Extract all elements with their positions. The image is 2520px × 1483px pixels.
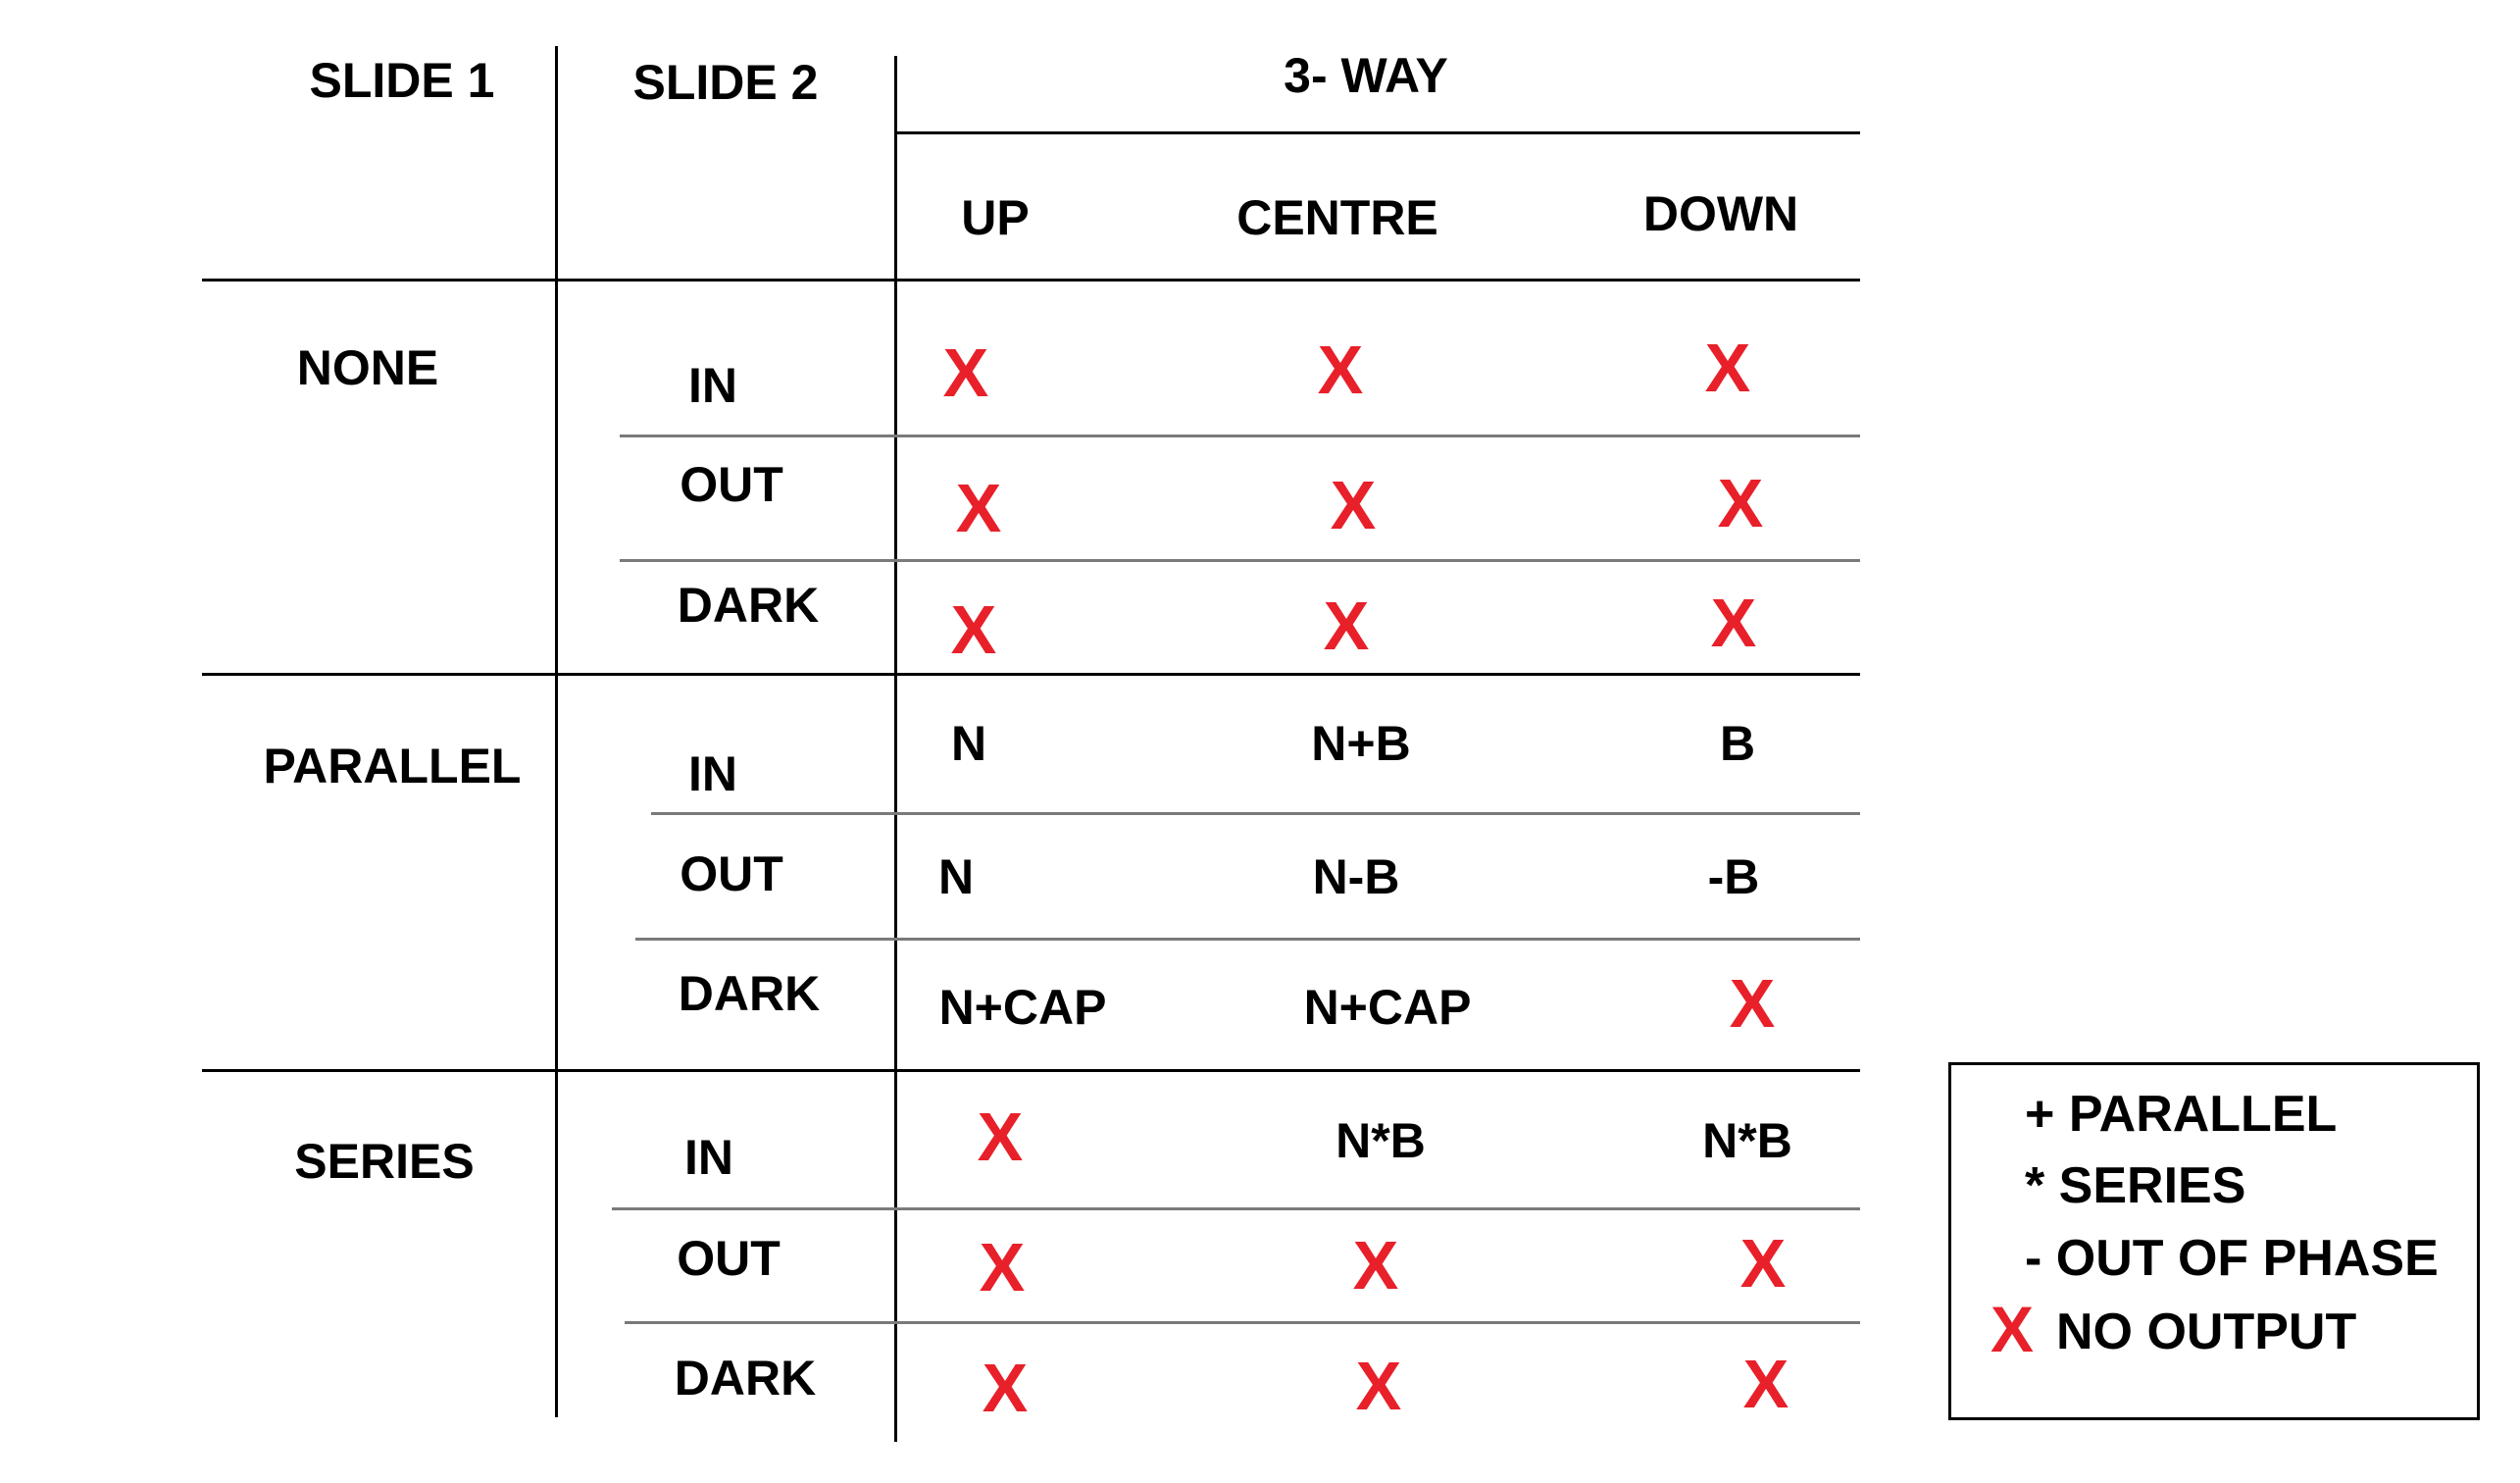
cell-value: N+CAP [938, 980, 1107, 1035]
cell-no-output: X [1739, 1225, 1787, 1302]
group-label-series: SERIES [294, 1134, 475, 1189]
group-divider [202, 1069, 1860, 1072]
row-label-dark: DARK [678, 966, 821, 1021]
header-slide1: SLIDE 1 [309, 53, 495, 108]
cell-value: N*B [1702, 1113, 1792, 1168]
row-divider [612, 1207, 1860, 1210]
header-up: UP [961, 190, 1030, 245]
cell-no-output: X [982, 1350, 1029, 1426]
legend-no-output-icon: X [1991, 1293, 2035, 1365]
row-divider [635, 938, 1860, 941]
legend-no-output: NO OUTPUT [2056, 1304, 2357, 1360]
group-label-none: NONE [296, 340, 439, 395]
cell-value: N*B [1336, 1113, 1426, 1168]
group-label-parallel: PARALLEL [263, 739, 522, 793]
cell-no-output: X [1729, 965, 1776, 1042]
cell-no-output: X [955, 470, 1002, 546]
cell-no-output: X [1352, 1227, 1399, 1304]
cell-no-output: X [942, 334, 989, 411]
row-divider [625, 1321, 1860, 1324]
header-slide2: SLIDE 2 [632, 55, 819, 110]
cell-no-output: X [1742, 1346, 1789, 1422]
row-label-out: OUT [680, 457, 783, 512]
row-label-dark: DARK [674, 1351, 817, 1406]
legend-parallel: + PARALLEL [2025, 1086, 2338, 1143]
row-label-out: OUT [680, 846, 783, 901]
header-3way: 3- WAY [1284, 48, 1448, 103]
cell-no-output: X [979, 1229, 1026, 1305]
group-divider [202, 673, 1860, 676]
row-label-in: IN [684, 1130, 733, 1185]
row-divider [620, 559, 1860, 562]
divider-slide2-3way [894, 56, 897, 1442]
cell-no-output: X [1317, 332, 1364, 408]
cell-value: -B [1707, 849, 1760, 904]
divider-slide1-slide2 [555, 46, 558, 1417]
cell-no-output: X [1710, 585, 1757, 661]
cell-no-output: X [977, 1099, 1024, 1175]
cell-value: N [950, 716, 987, 771]
cell-value: N+B [1311, 716, 1411, 771]
row-divider [620, 435, 1860, 437]
legend-series: * SERIES [2025, 1157, 2246, 1214]
cell-value: N-B [1312, 849, 1400, 904]
cell-no-output: X [1717, 465, 1764, 541]
row-label-out: OUT [677, 1231, 781, 1286]
header-down: DOWN [1642, 186, 1799, 241]
cell-no-output: X [1355, 1348, 1402, 1424]
legend-out-of-phase: - OUT OF PHASE [2025, 1230, 2439, 1287]
header-3way-underline [894, 131, 1860, 134]
cell-no-output: X [1704, 330, 1751, 406]
cell-value: B [1719, 716, 1756, 771]
cell-no-output: X [1323, 588, 1370, 664]
cell-value: N+CAP [1303, 980, 1472, 1035]
row-label-dark: DARK [677, 578, 820, 633]
row-label-in: IN [688, 746, 737, 801]
header-bottom-line [202, 279, 1860, 281]
row-divider [651, 812, 1860, 815]
row-label-in: IN [688, 358, 737, 413]
cell-no-output: X [1330, 467, 1377, 543]
cell-value: N [937, 849, 975, 904]
header-centre: CENTRE [1236, 190, 1438, 245]
cell-no-output: X [950, 591, 997, 668]
